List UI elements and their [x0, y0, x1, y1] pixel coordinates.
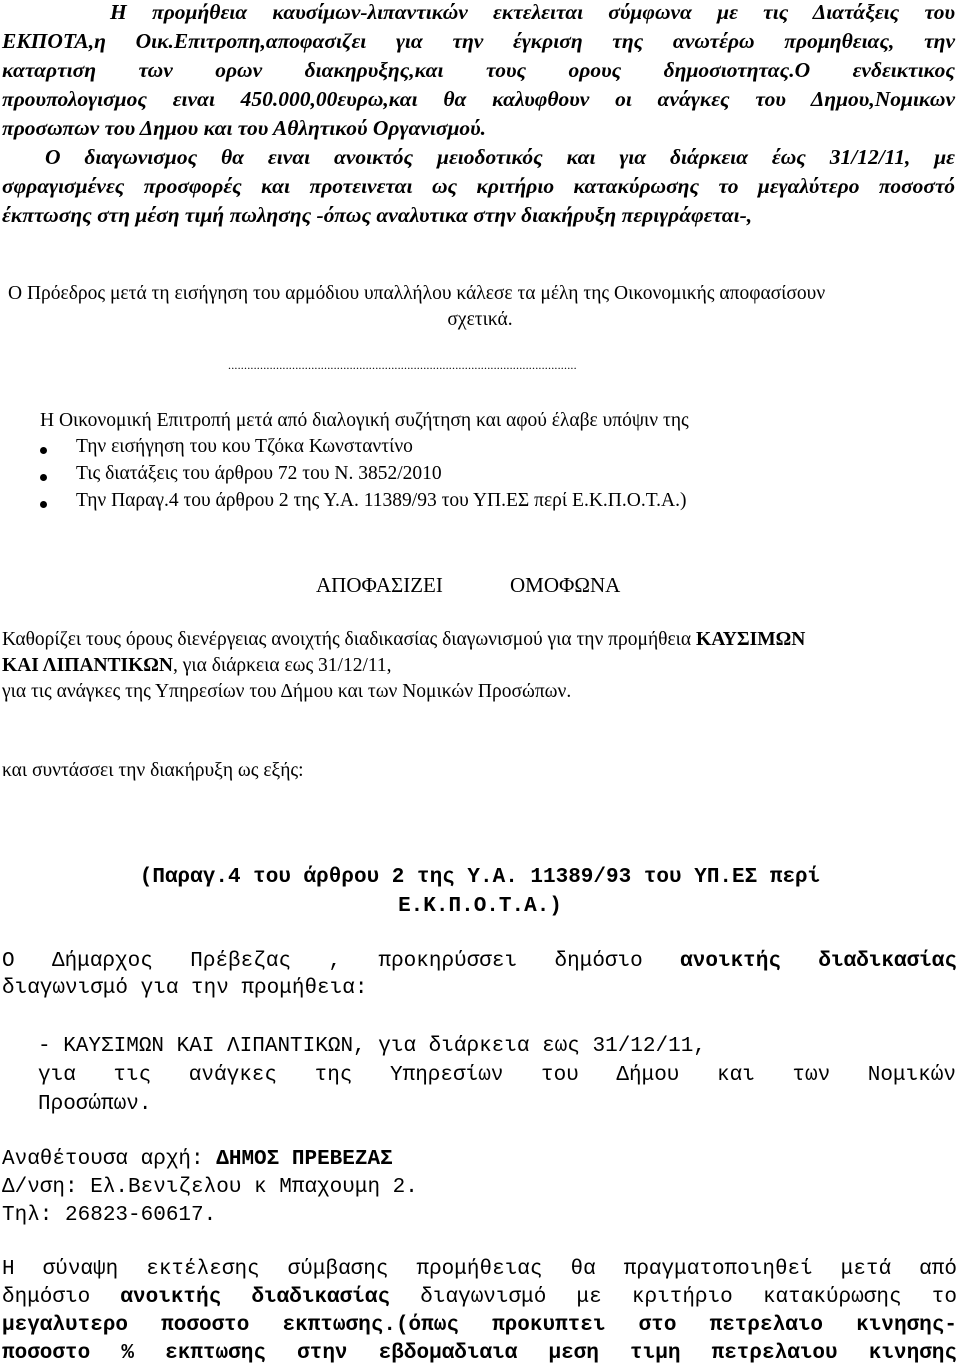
contract-line-4: ποσοστο % εκπτωσης στην εβδομαδιαια μεση τιμη πετρελαιου κινησης: [2, 1342, 957, 1365]
president-line-1: Ο Πρόεδρος μετά τη εισήγηση του αρμόδιου υπαλλήλου κάλεσε τα μέλη της Οικονομικής αποφασίσουν: [8, 283, 826, 304]
intro-line-2: ΕΚΠΟΤΑ,η Οικ.Επιτροπη,αποφασιζει για την έγκριση της ανωτέρω προμηθειας, την: [2, 29, 955, 53]
committee-intro: Η Οικονομική Επιτροπή μετά από διαλογική συζήτηση και αφού έλαβε υπόψιν της: [40, 410, 689, 431]
mayor-line-1: Ο Δήμαρχος Πρέβεζας , προκηρύσσει δημόσιο ανοικτής διαδικασίας: [2, 950, 958, 973]
dotted-separator: .............................................................................................................: [228, 358, 577, 372]
intro-line-4: προυπολογισμος ειναι 450.000,00ευρω,και θα καλυφθουν οι ανάγκες του Δημου,Νομικων: [2, 87, 955, 111]
bullet-icon: [40, 501, 47, 508]
contract-line-3: μεγαλυτερο ποσοστο εκπτωσης.(όπως προκυπτει στο πετρελαιο κινησης-: [2, 1314, 957, 1337]
item-line-1: - ΚΑΥΣΙΜΩΝ ΚΑΙ ΛΙΠΑΝΤΙΚΩΝ, για διάρκεια εως 31/12/11,: [38, 1035, 706, 1058]
intro-line-1: Η προμήθεια καυσίμων-λιπαντικών εκτελειται σύμφωνα με τις Διατάξεις του: [110, 0, 955, 24]
committee-bullet-1: Την εισήγηση του κου Τζόκα Κωνσταντίνο: [76, 436, 413, 457]
item-line-2: για τις ανάγκες της Υπηρεσίων του Δήμου και των Νομικών: [38, 1064, 956, 1087]
contract-line-1: Η σύναψη εκτέλεσης σύμβασης προμήθειας θα πραγματοποιηθεί μετά από: [2, 1258, 957, 1281]
committee-bullet-3: Την Παραγ.4 του άρθρου 2 της Υ.Α. 11389/93 του ΥΠ.ΕΣ περί Ε.Κ.Π.Ο.Τ.Α.): [76, 490, 687, 511]
address-line: Δ/νση: Ελ.Βενιζελου κ Μπαχουμη 2.: [2, 1176, 418, 1199]
decision-line-2: ΚΑΙ ΛΙΠΑΝΤΙΚΩΝ, για διάρκεια εως 31/12/11,: [2, 655, 392, 676]
intro-line-6: Ο διαγωνισμος θα ειναι ανοικτός μειοδοτικός και για διάρκεια έως 31/12/11, με: [45, 145, 955, 169]
contracting-authority: Αναθέτουσα αρχή: ΔΗΜΟΣ ΠΡΕΒΕΖΑΣ: [2, 1148, 393, 1171]
mayor-line-2: διαγωνισμό για την προμήθεια:: [2, 977, 368, 1000]
president-line-2: σχετικά.: [447, 309, 513, 330]
phone-line: Τηλ: 26823-60617.: [2, 1204, 217, 1227]
decision-heading-decides: ΑΠΟΦΑΣΙΖΕΙ: [316, 573, 443, 597]
notice-reference-1: (Παραγ.4 του άρθρου 2 της Υ.Α. 11389/93 του ΥΠ.ΕΣ περί: [139, 866, 821, 889]
item-line-3: Προσώπων.: [38, 1093, 152, 1116]
intro-line-8: έκπτωσης στη μέση τιμή πωλησης -όπως αναλυτικα στην διακήρυξη περιγράφεται-,: [2, 203, 753, 227]
decision-line-1: Καθορίζει τους όρους διενέργειας ανοιχτής διαδικασίας διαγωνισμού για την προμήθεια ΚΑΥΣΙΜΩΝ: [2, 629, 806, 650]
bullet-icon: [40, 474, 47, 481]
notice-reference-2: Ε.Κ.Π.Ο.Τ.Α.): [398, 895, 562, 918]
contract-line-2: δημόσιο ανοικτής διαδικασίας διαγωνισμό με κριτήριο κατακύρωσης το: [2, 1286, 957, 1309]
decision-line-3: για τις ανάγκες της Υπηρεσίων του Δήμου και των Νομικών Προσώπων.: [2, 681, 572, 702]
intro-line-5: προσωπων του Δημου και του Αθλητικού Οργανισμού.: [2, 116, 487, 140]
intro-line-3: καταρτιση των ορων διακηρυξης,και τους ορους δημοσιοτητας.Ο ενδεικτικος: [2, 58, 955, 82]
committee-bullet-2: Τις διατάξεις του άρθρου 72 του Ν. 3852/2010: [76, 463, 442, 484]
decision-heading-unanimously: ΟΜΟΦΩΝΑ: [510, 573, 621, 597]
bullet-icon: [40, 447, 47, 454]
decision-line-4: και συντάσσει την διακήρυξη ως εξής:: [2, 760, 304, 781]
intro-line-7: σφραγισμένες προσφορές και προτεινεται ως κριτήριο κατακύρωσης το μεγαλύτερο ποσοστό: [2, 174, 955, 198]
